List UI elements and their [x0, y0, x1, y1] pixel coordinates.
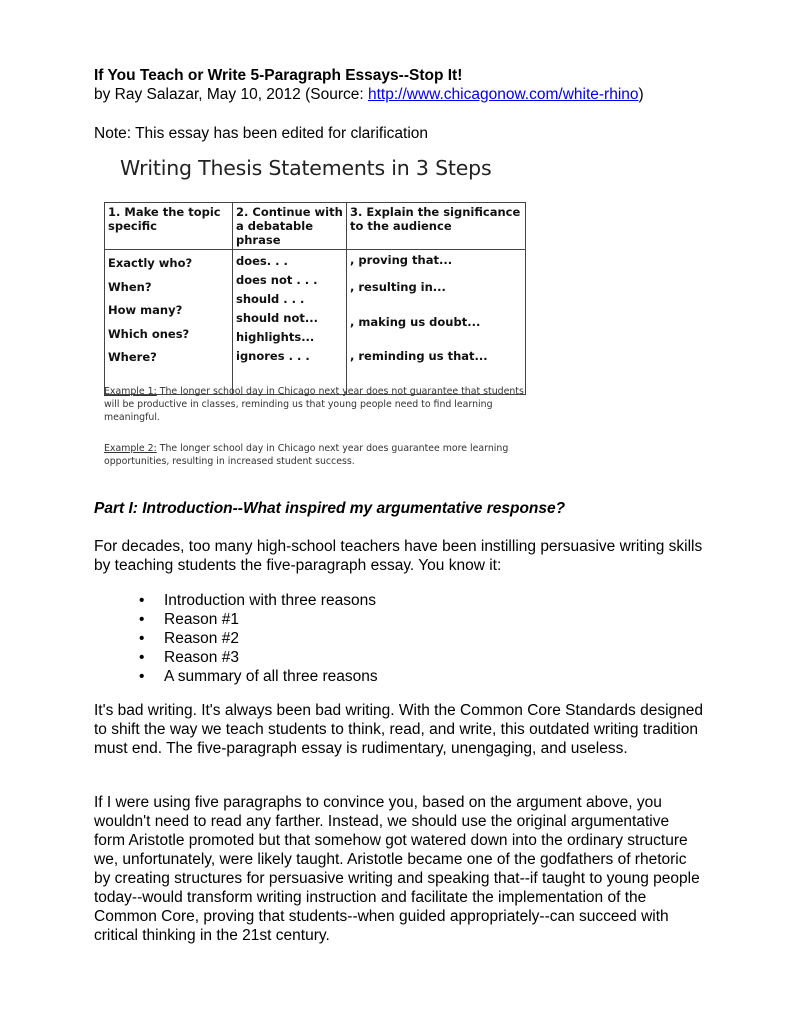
- list-item: • Introduction with three reasons: [139, 592, 376, 609]
- list-item: does. . .: [236, 254, 288, 268]
- list-item: How many?: [108, 303, 183, 317]
- list-item: Exactly who?: [108, 256, 193, 270]
- document-header: [94, 66, 704, 143]
- example-2: [104, 442, 524, 468]
- bullet-icon: •: [139, 668, 145, 685]
- list-item: Where?: [108, 350, 157, 364]
- bullet-icon: •: [139, 592, 145, 609]
- document-title: If You Teach or Write 5-Paragraph Essays--Stop It!: [94, 67, 463, 84]
- list-item: • A summary of all three reasons: [139, 668, 378, 685]
- figure-title: Writing Thesis Statements in 3 Steps: [120, 156, 492, 180]
- bullet-icon: •: [139, 630, 145, 647]
- example-1-label: Example 1:: [104, 386, 157, 397]
- example-1-text: The longer school day in Chicago next year does not guarantee that students will be productive in classes, reminding us that young people need to find learning meaningful.: [104, 386, 524, 423]
- bullet-icon: •: [139, 649, 145, 666]
- list-item: ignores . . .: [236, 349, 310, 363]
- list-item: should not...: [236, 311, 318, 325]
- list-item: • Reason #3: [139, 649, 239, 666]
- part1-paragraph-3: [94, 793, 704, 945]
- section-heading: Part I: Introduction--What inspired my argumentative response?: [94, 500, 566, 517]
- part1-paragraph-2: [94, 701, 704, 758]
- source-link[interactable]: http://www.chicagonow.com/white-rhino: [367, 86, 639, 103]
- list-item: should . . .: [236, 292, 305, 306]
- byline-prefix: by Ray Salazar, May 10, 2012 (Source:: [94, 86, 368, 103]
- list-item: • Reason #1: [139, 611, 239, 628]
- reasons-list-block: [94, 591, 704, 686]
- table-row: [105, 250, 526, 395]
- column-header-step3: 3. Explain the significance to the audience: [347, 203, 526, 250]
- list-item: • Reason #2: [139, 630, 239, 647]
- thesis-figure: [100, 150, 530, 475]
- part1-heading-block: [94, 499, 704, 518]
- step2-cell: [233, 250, 347, 395]
- step1-cell: [105, 250, 233, 395]
- example-2-label: Example 2:: [104, 443, 157, 454]
- step3-cell: [347, 250, 526, 395]
- list-item: does not . . .: [236, 273, 318, 287]
- thesis-steps-table: [104, 202, 526, 395]
- paragraph: It's bad writing. It's always been bad writing. With the Common Core Standards designed to shift the way we teach students to think, read, and write, this outdated writing tradition must end. The five-paragraph essay is rudimentary, unengaging, and useless.: [94, 702, 703, 757]
- byline: [94, 85, 704, 104]
- reasons-list: [94, 591, 704, 686]
- list-item: , resulting in...: [350, 280, 446, 294]
- column-header-step1: 1. Make the topic specific: [105, 203, 233, 250]
- list-item: Which ones?: [108, 326, 190, 341]
- list-item: When?: [108, 279, 152, 294]
- paragraph: If I were using five paragraphs to convince you, based on the argument above, you wouldn't need to read any farther. Instead, we should use the original argumentative form Aristotle promoted but that somehow got watered down into the ordinary structure we, unfortunately, were likely taught. Aristotle became one of the godfathers of rhetoric by creating structures for persuasive writing and speaking that--if taught to young people today--would transform writing instruction and facilitate the implementation of the Common Core, proving that students--when guided appropriately--can succeed with critical thinking in the 21st century.: [94, 794, 700, 944]
- example-1: [104, 385, 524, 424]
- list-item: , proving that...: [350, 253, 453, 267]
- bullet-icon: •: [139, 611, 145, 628]
- byline-suffix: ): [638, 86, 644, 103]
- column-header-step2: 2. Continue with a debatable phrase: [233, 203, 347, 250]
- edit-note: Note: This essay has been edited for clarification: [94, 125, 429, 142]
- paragraph: For decades, too many high-school teachers have been instilling persuasive writing skills by teaching students the five-paragraph essay. You know it:: [94, 538, 703, 574]
- list-item: highlights...: [236, 330, 315, 344]
- example-2-text: The longer school day in Chicago next year does guarantee more learning opportunities, resulting in increased student success.: [104, 443, 509, 467]
- part1-paragraph-1: [94, 537, 704, 575]
- list-item: , reminding us that...: [350, 349, 488, 363]
- table-header-row: [105, 203, 526, 250]
- list-item: , making us doubt...: [350, 314, 481, 329]
